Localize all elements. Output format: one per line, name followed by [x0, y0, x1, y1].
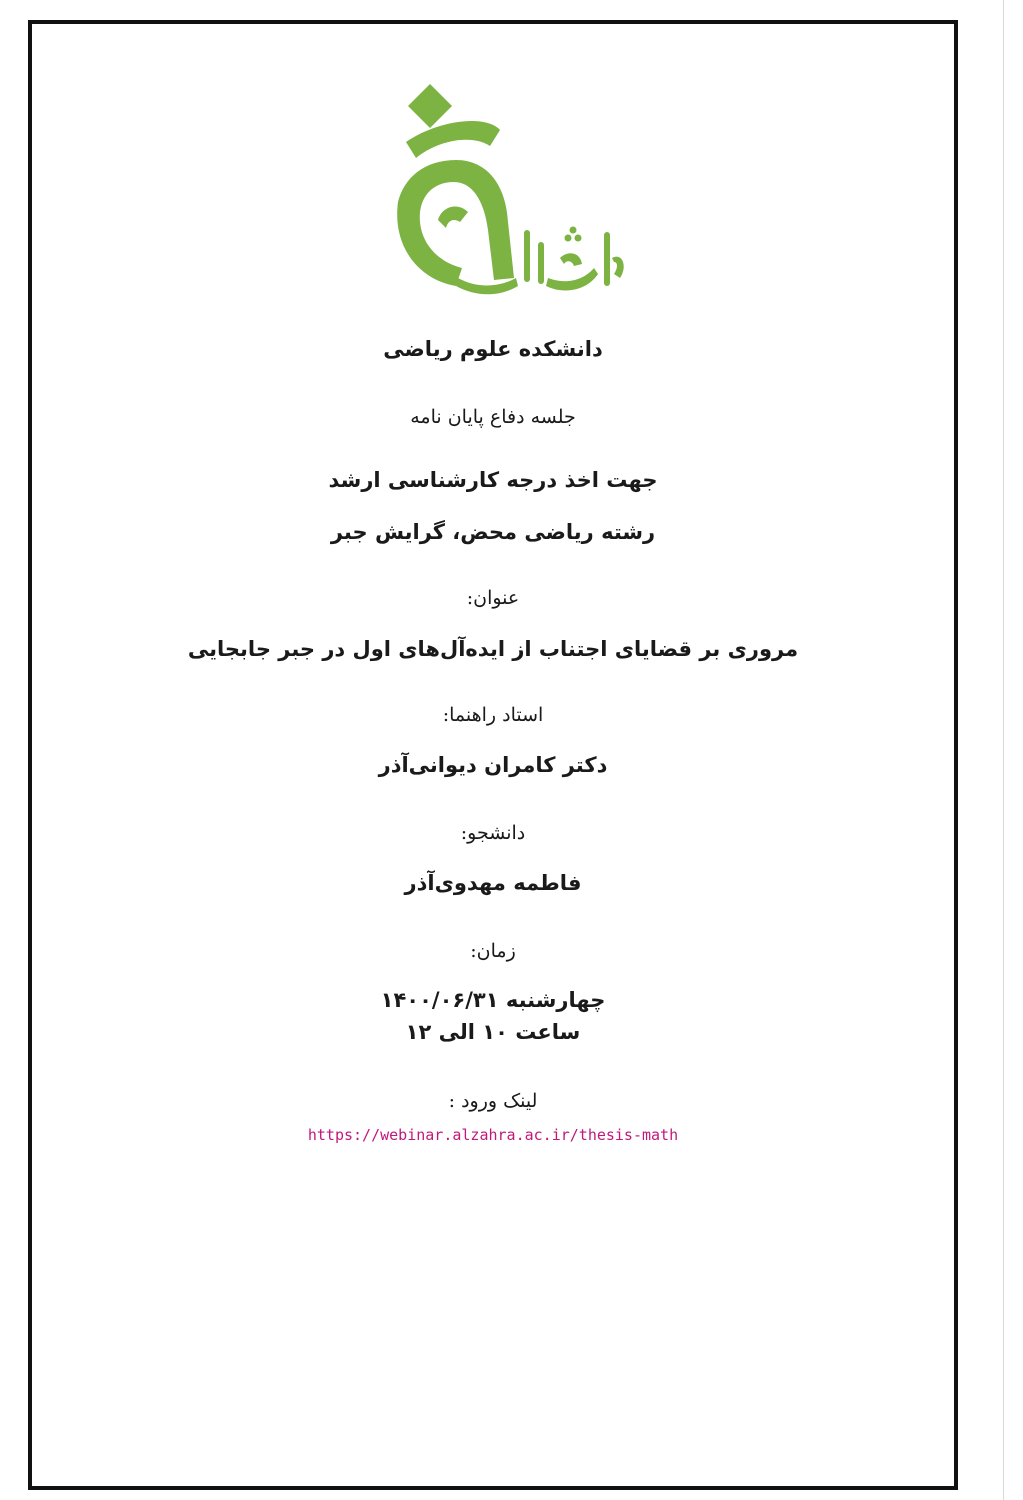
- student-name: فاطمه مهدوی‌آذر: [404, 871, 582, 895]
- student-label: دانشجو:: [460, 822, 526, 844]
- link-label: لینک ورود :: [448, 1090, 538, 1112]
- university-logo: [368, 82, 630, 308]
- time-label: زمان:: [470, 940, 516, 962]
- defense-hours: ساعت ۱۰ الی ۱۲: [405, 1020, 581, 1044]
- advisor-name: دکتر کامران دیوانی‌آذر: [378, 753, 608, 777]
- thesis-title: مروری بر قضایای اجتناب از ایده‌آل‌های اول در جبر جابجایی: [187, 637, 799, 661]
- session-title: جلسه دفاع پایان نامه: [410, 406, 576, 428]
- field-text: رشته ریاضی محض، گرایش جبر: [330, 520, 656, 544]
- degree-text: جهت اخذ درجه کارشناسی ارشد: [328, 468, 658, 492]
- defense-date: چهارشنبه ۱۴۰۰/۰۶/۳۱: [380, 988, 606, 1012]
- title-label: عنوان:: [466, 587, 520, 609]
- webinar-link[interactable]: https://webinar.alzahra.ac.ir/thesis-math: [307, 1126, 679, 1144]
- faculty-name: دانشکده علوم ریاضی: [383, 337, 603, 361]
- advisor-label: استاد راهنما:: [442, 704, 544, 726]
- page-edge: [1003, 0, 1004, 1500]
